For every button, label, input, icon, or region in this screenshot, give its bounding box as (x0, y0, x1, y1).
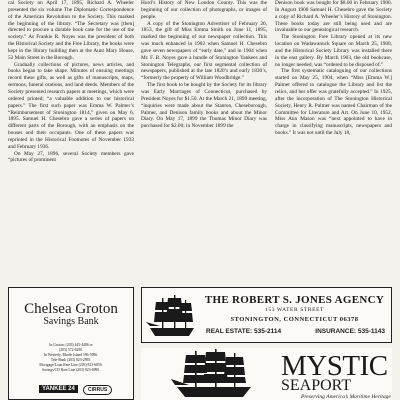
article-column-2 (141, 0, 267, 130)
article-paragraph: On May 27, 1896, several Society members gave “pictures of prominent (8, 150, 134, 164)
tall-ship-icon (171, 349, 257, 399)
yankee-24-logo: YANKEE 24 (39, 385, 78, 393)
article-paragraph: The first systematic cataloguing of our collections started on May 25, 1904, when “Miss [Emma W.] Palmer offered to catalogue the Library and list the relics, and her offer was gratefully accepted.” In 1925, after the incorporation of The Stonington Historical Society, Henry R. Palmer was named Chairman of the Committee for Literature and Art. On June 10, 1952, Miss Ann Mason was “next appointed to have in charge in classifying manuscripts, newspapers and books.” It was not until the July 18, (275, 68, 392, 137)
article-paragraph: A copy of the Stonington Advertiser of February 26, 1853, the gift of Miss Emma Smith on June 11, 1895, marked the beginning of our newspaper collection. This was much enhanced in 1902 when Samuel H. Chesebro gave seven newspapers of “early date,” and in 1904 when Mr. F. B. Noyes gave a bundle of Stonington Yankees and Stonington Telegraphs, our first segmental collection of newspapers, published at the late 1820’s and early 1830’s, “formerly the property of William Woodbridge.” (141, 20, 267, 82)
cirrus-logo: CIRRUS (83, 385, 112, 395)
bank-line: In Westerly, Rhode Island 596-5996. (43, 353, 99, 358)
robert-s-jones-agency-ad (141, 287, 392, 343)
bank-contact-lines (15, 343, 127, 374)
agency-street: 153 WATER STREET (265, 307, 324, 313)
bank-line: In Groton: (203) 445-4486 or (49, 343, 93, 347)
chelsea-groton-ad (8, 287, 134, 400)
article-paragraph: Hurd’s History of New London County. This was the beginning of our collection of photographs, or images of people. (141, 0, 267, 20)
article-paragraph: The Stonington Free Library opened at its new location on Wadawanuck Square on March 25, 1900, and the Historical Society Library was installed there in the east gallery. By March 1903, the old bookcase, no longer needed, was “ordered to be disposed of.” (275, 34, 392, 68)
article-column-3 (275, 0, 392, 137)
mystic-name-line2: SEAPORT (281, 377, 352, 394)
article-column-1 (8, 0, 134, 164)
insurance-phone: INSURANCE: 535-1143 (315, 328, 385, 335)
real-estate-phone: REAL ESTATE: 535-2114 (206, 328, 282, 335)
agency-city: STONINGTON, CONNECTICUT 06378 (230, 316, 359, 323)
network-logos (13, 383, 129, 397)
bank-line: (203) 572-6290. (59, 348, 83, 353)
bank-line: Tele-Bank (203) 823-2895. (50, 358, 92, 363)
agency-name: THE ROBERT S. JONES AGENCY (204, 294, 385, 306)
agency-phones (206, 328, 385, 335)
article-paragraph: Denison book was bought for $8.00 in February 1900. In August 1900 Samuel H. Chesebro gave the Society a copy of Richard A. Wheeler’s History of Stonington. These books today are still being used and are invaluable to our genealogical research. (275, 0, 392, 34)
mystic-seaport-ad (141, 348, 392, 400)
mystic-name-line1: MYSTIC (281, 350, 388, 382)
mystic-tagline: Preserving America’s Maritime Heritage (301, 394, 391, 400)
article-paragraph: cal Society on April 17, 1895, Richard A. Wheeler presented the six volume The Diplomatic Correspondence of the American Revolution to the Society. This marked the beginning of the library. “The Secretary was [then] directed to procure a durable book case for the use of the society.” As Frankie R. Noyes was the president of both the Historical Society and the Free Library, the books were kept in the library building then at the Aunt Mary House, 52 Main Street in the Borough. (8, 0, 134, 61)
sailing-ship-icon (146, 292, 198, 340)
bank-subname: Savings Bank (43, 316, 99, 327)
article-paragraph: Gradually collections of pictures, news articles, and books began to take shape. Minutes of ensuing meetings record these gifts, as well as gifts of manuscripts, maps, sermons, funeral orations, and land deeds. Members of the Society presented research papers at meetings, which were ordered printed; “a valuable addition to our historical papers.” The first such paper was Emma W. Palmer’s “Reimbursement of Stonington 1814,” given on May 6, 1895. Samuel H. Chesebro gave a series of papers on different parts of the Borough, with an emphasis on the houses and their occupants. One of these papers was reprinted in the Historical Footnotes of November 1933 and February 1936. (8, 61, 134, 150)
bank-name: Chelsea Groton (24, 301, 118, 317)
bank-line: Savings/CD Rate Line (203) 823-6990. (41, 368, 101, 373)
article-paragraph: The first book to be bought by the Society for its library was Early Marriages of Connecticut, purchased by President Noyes for $1.50. At the March 21, 1899 meeting, “inquiries were made about the Stanton, Cheseborough, Palmer, and Denison family books and about the Minor Diary. On May 17, 1899 the Thomas Minor Diary was purchased for $2.00; in November 1899 the (141, 82, 267, 130)
bank-line: Mortgage/Loan Rate Line (203) 823-6856. (39, 363, 103, 368)
